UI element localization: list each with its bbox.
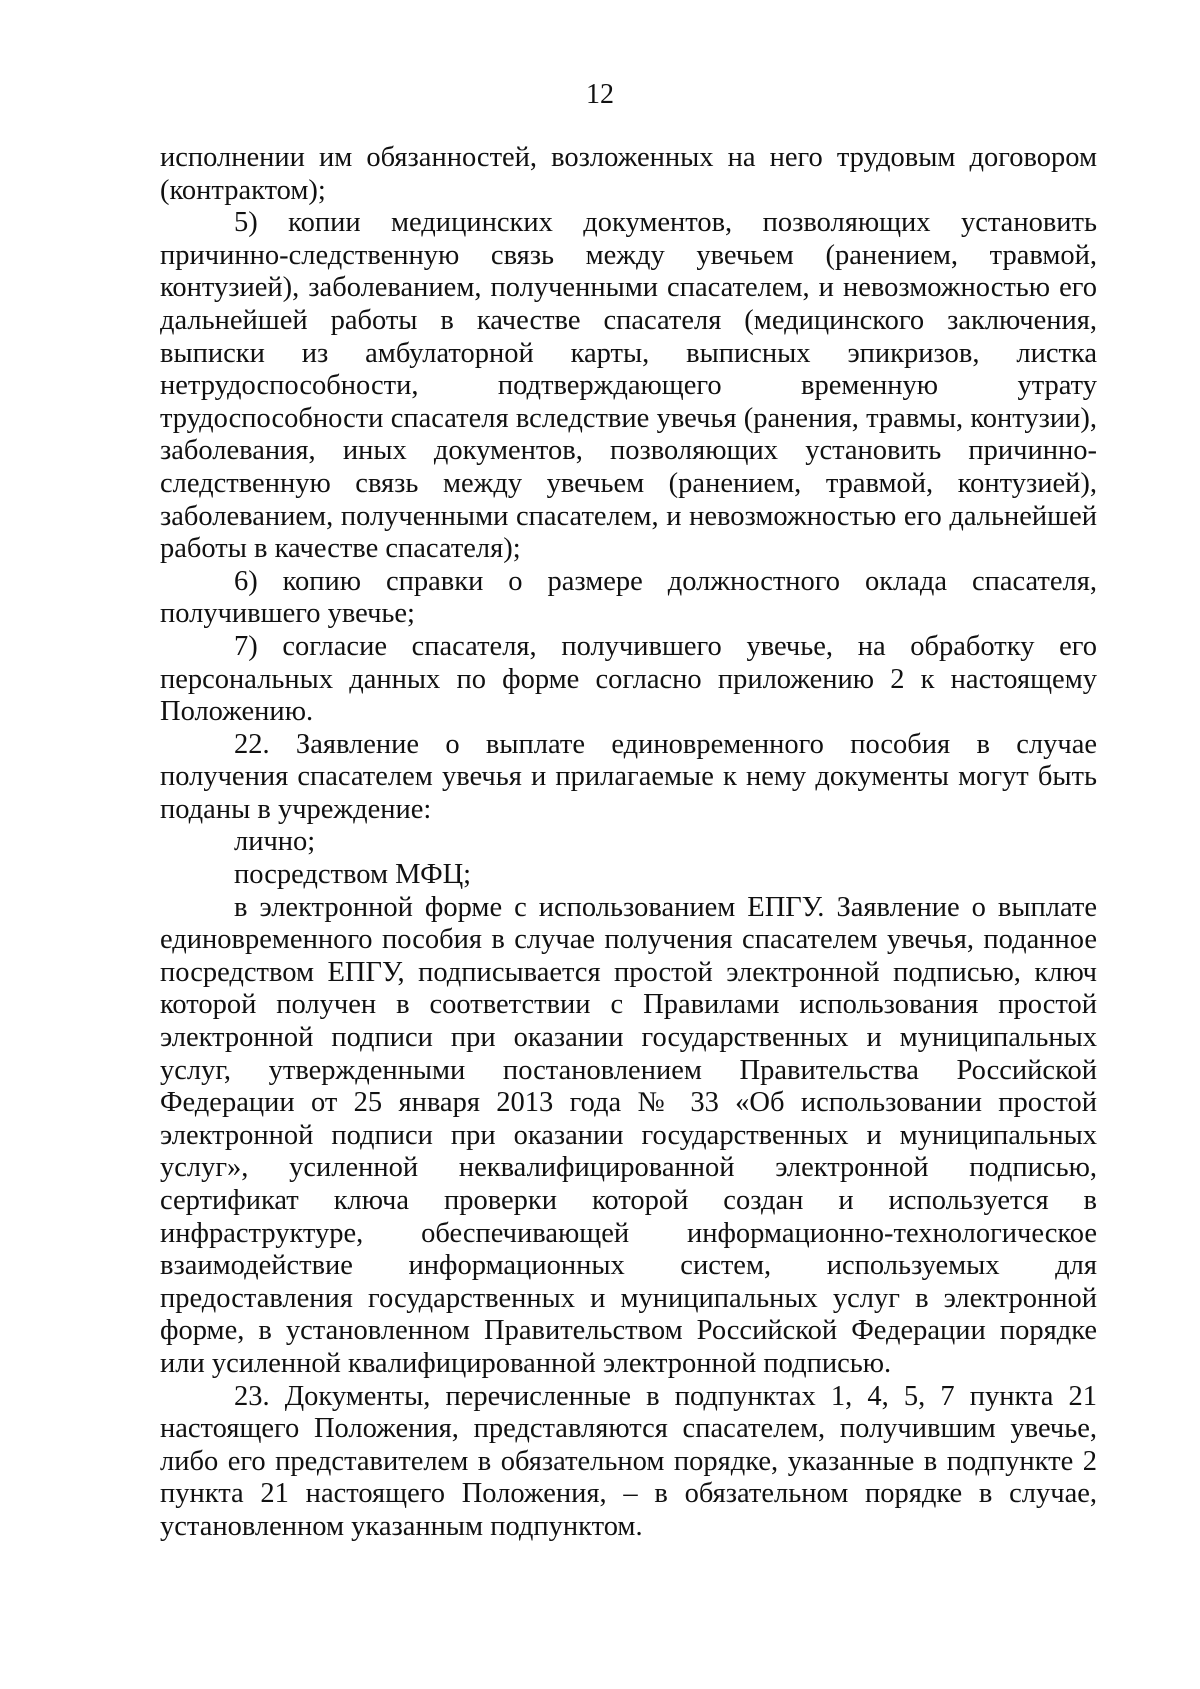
page-number: 12: [586, 79, 614, 110]
paragraph-clause-23: 23. Документы, перечисленные в подпунктах 1, 4, 5, 7 пункта 21 настоящего Положения, представляются спасателем, получившим увечье, либо его представителем в обязательном порядке, указанные в подпункте 2 пункта 21 настоящего Положения, – в обязательном порядке в случае, установленном указанным подпунктом.: [160, 1380, 1097, 1542]
paragraph-option-mfc: посредством МФЦ;: [234, 859, 472, 891]
document-body: [160, 142, 1097, 1544]
paragraph-option-in-person: лично;: [234, 826, 316, 858]
paragraph-continuation: исполнении им обязанностей, возложенных на него трудовым договором (контрактом);: [160, 142, 1097, 206]
paragraph-item-6: 6) копию справки о размере должностного оклада спасателя, получившего увечье;: [160, 565, 1097, 630]
paragraph-item-5: 5) копии медицинских документов, позволяющих установить причинно-следственную связь между увечьем (ранением, травмой, контузией), заболеванием, полученными спасателем, и невозможностью его дальнейшей работы в качестве спасателя (медицинского заключения, выписки из амбулаторной карты, выписных эпикризов, листка нетрудоспособности, подтверждающего временную утрату трудоспособности спасателя вследствие увечья (ранения, травмы, контузии), заболевания, иных документов, позволяющих установить причинно-следственную связь между увечьем (ранением, травмой, контузией), заболеванием, полученными спасателем, и невозможностью его дальнейшей работы в качестве спасателя);: [160, 207, 1097, 565]
paragraph-clause-22: 22. Заявление о выплате единовременного пособия в случае получения спасателем увечья и прилагаемые к нему документы могут быть поданы в учреждение:: [160, 728, 1097, 825]
paragraph-item-7: 7) согласие спасателя, получившего увечье, на обработку его персональных данных по форме согласно приложению 2 к настоящему Положению.: [160, 630, 1097, 728]
paragraph-option-electronic: в электронной форме с использованием ЕПГУ. Заявление о выплате единовременного пособия в случае получения спасателем увечья, поданное посредством ЕПГУ, подписывается простой электронной подписью, ключ которой получен в соответствии с Правилами использования простой электронной подписи при оказании государственных и муниципальных услуг, утвержденными постановлением Правительства Российской Федерации от 25 января 2013 года № 33 «Об использовании простой электронной подписи при оказании государственных и муниципальных услуг», усиленной неквалифицированной электронной подписью, сертификат ключа проверки которой создан и используется в инфраструктуре, обеспечивающей информационно-технологическое взаимодействие информационных систем, используемых для предоставления государственных и муниципальных услуг в электронной форме, в установленном Правительством Российской Федерации порядке или усиленной квалифицированной электронной подписью.: [160, 891, 1097, 1379]
